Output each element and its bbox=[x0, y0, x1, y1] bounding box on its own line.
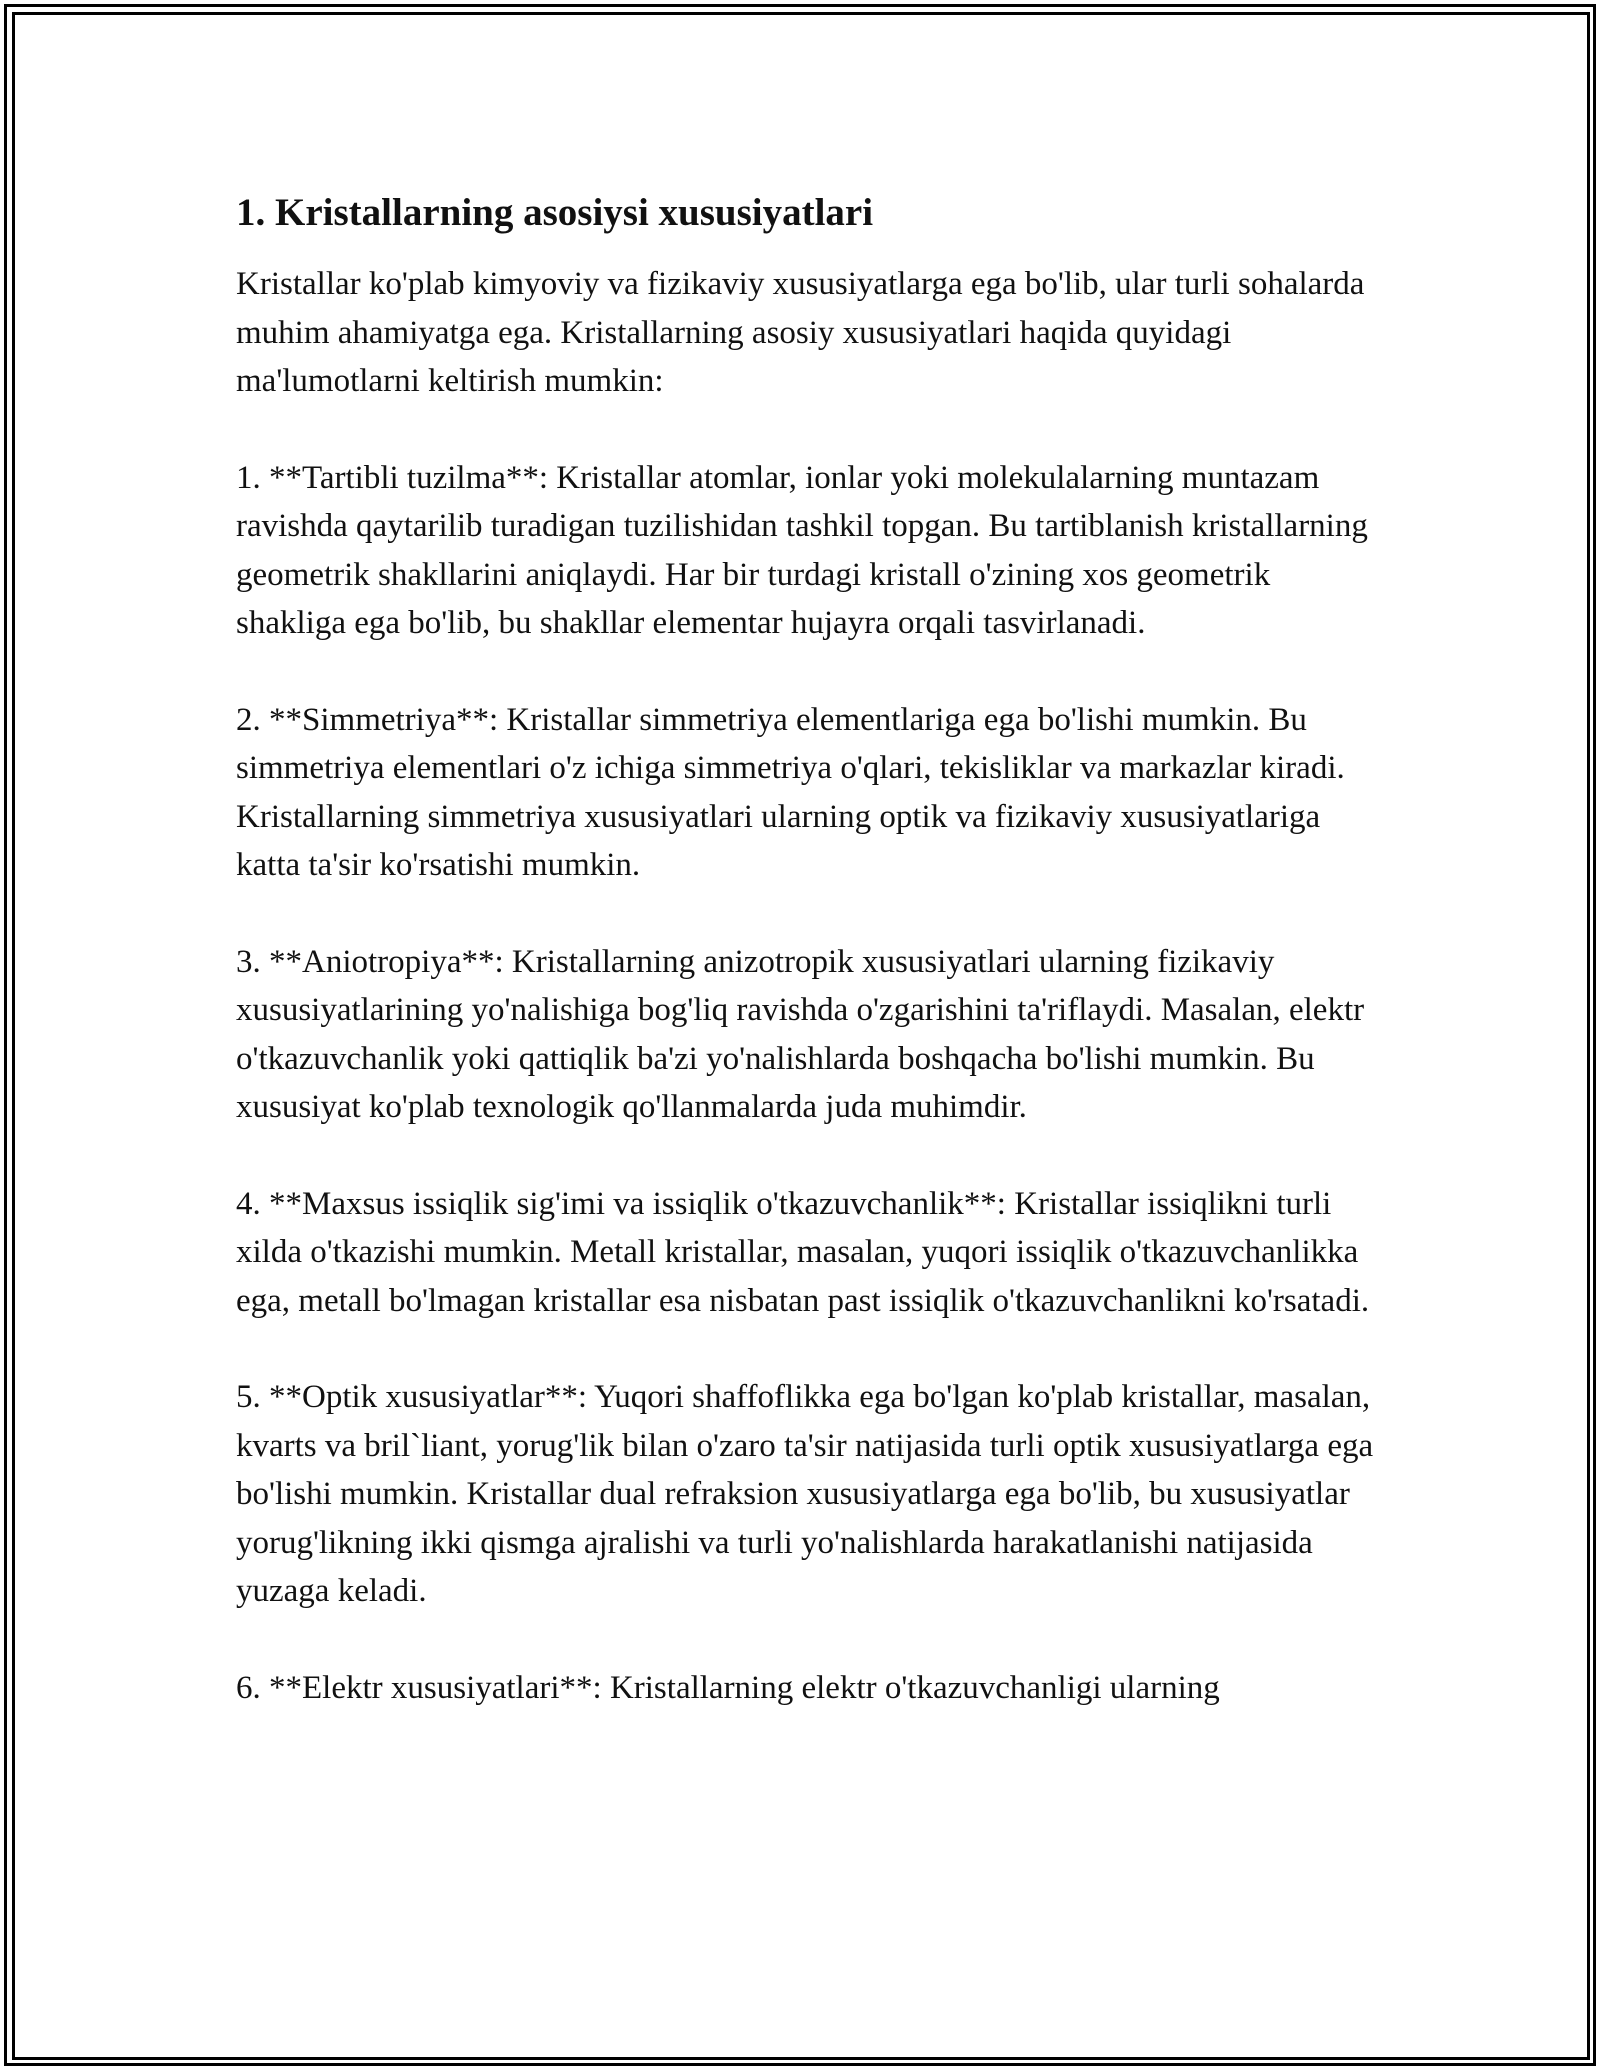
list-item-issiqlik: 4. **Maxsus issiqlik sig'imi va issiqlik o'tkazuvchanlik**: Kristallar issiqlikni turli xilda o'tkazishi mumkin. Metall kristallar, masalan, yuqori issiqlik o'tkazuvchanlikka ega, metall bo'lmagan kristallar esa nisbatan past issiqlik o'tkazuvchanlikni ko'rsatadi. bbox=[236, 1185, 1370, 1319]
document-title: 1. Kristallarning asosiysi xususiyatlari bbox=[236, 191, 874, 234]
list-item-aniotropiya: 3. **Aniotropiya**: Kristallarning anizotropik xususiyatlari ularning fizikaviy xususiyatlarining yo'nalishiga bog'liq ravishda o'zgarishini ta'riflaydi. Masalan, elektr o'tkazuvchanlik yoki qattiqlik ba'zi yo'nalishlarda boshqacha bo'lishi mumkin. Bu xususiyat ko'plab texnologik qo'llanmalarda juda muhimdir. bbox=[236, 943, 1365, 1125]
list-item-tartibli-tuzilma: 1. **Tartibli tuzilma**: Kristallar atomlar, ionlar yoki molekulalarning muntazam ravishda qaytarilib turadigan tuzilishidan tashkil topgan. Bu tartiblanish kristallarning geometrik shakllarini aniqlaydi. Har bir turdagi kristall o'zining xos geometrik shakliga ega bo'lib, bu shakllar elementar hujayra orqali tasvirlanadi. bbox=[236, 459, 1368, 641]
list-item-optik: 5. **Optik xususiyatlar**: Yuqori shaffoflikka ega bo'lgan ko'plab kristallar, masalan, kvarts va bril`liant, yorug'lik bilan o'zaro ta'sir natijasida turli optik xususiyatlarga ega bo'lishi mumkin. Kristallar dual refraksion xususiyatlarga ega bo'lib, bu xususiyatlar yorug'likning ikki qismga ajralishi va turli yo'nalishlarda harakatlanishi natijasida yuzaga keladi. bbox=[236, 1379, 1374, 1609]
document-body bbox=[236, 188, 1376, 1760]
intro-paragraph: Kristallar ko'plab kimyoviy va fizikaviy xususiyatlarga ega bo'lib, ular turli sohalarda muhim ahamiyatga ega. Kristallarning asosiy xususiyatlari haqida quyidagi ma'lumotlarni keltirish mumkin: bbox=[236, 266, 1365, 399]
list-item-simmetriya: 2. **Simmetriya**: Kristallar simmetriya elementlariga ega bo'lishi mumkin. Bu simmetriya elementlari o'z ichiga simmetriya o'qlari, tekisliklar va markazlar kiradi. Kristallarning simmetriya xususiyatlari ularning optik va fizikaviy xususiyatlariga katta ta'sir ko'rsatishi mumkin. bbox=[236, 701, 1345, 883]
list-item-elektr: 6. **Elektr xususiyatlari**: Kristallarning elektr o'tkazuvchanligi ularning bbox=[236, 1669, 1220, 1706]
